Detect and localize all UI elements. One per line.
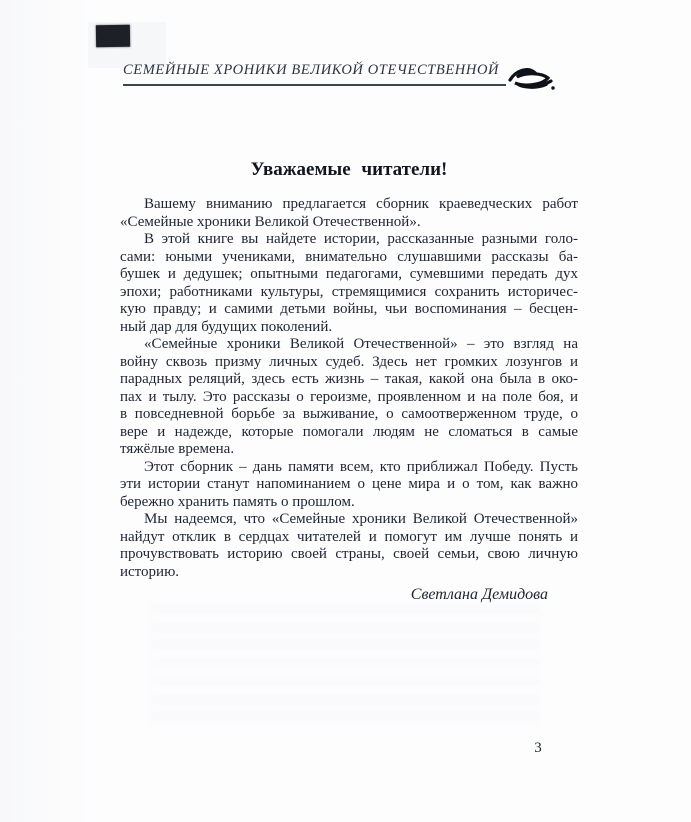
paragraph — [120, 336, 578, 459]
text-line: «Семейные хроники Великой Отечественной». — [120, 213, 421, 230]
text-line: эти истории станут напоминанием о цене мира и о том, как важно — [120, 476, 578, 492]
page-title: Уважаемые читатели! — [250, 159, 448, 180]
text-line: бушек и дедушек; опытными педагогами, сумевшими передать дух — [120, 266, 578, 282]
text-line: бережно хранить память о прошлом. — [120, 493, 355, 510]
text-line: войну сквозь призму личных судеб. Здесь нет громких лозунгов и — [120, 353, 578, 370]
text-line: вере и надежде, которые помогали людям не сломаться в самые — [120, 423, 578, 440]
paragraph — [120, 196, 578, 231]
text-line: Вашему вниманию предлагается сборник краеведческих работ — [144, 196, 578, 212]
paragraph — [120, 511, 578, 581]
text-line: Этот сборник – дань памяти всем, кто приближал Победу. Пусть — [144, 458, 578, 475]
scan-artifact-mark — [96, 25, 130, 47]
text-line: «Семейные хроники Великой Отечественной» – это взгляд на — [144, 336, 578, 352]
paragraph — [120, 459, 578, 512]
text-line: Мы надеемся, что «Семейные хроники Великой Отечественной» — [144, 511, 578, 527]
reverse-page-bleedthrough — [150, 605, 540, 725]
text-line: в повседневной борьбе за выживание, о самоотверженном труде, о — [120, 406, 578, 422]
text-line: парадных реляций, здесь есть жизнь – такая, какой она была в око- — [120, 371, 578, 387]
running-head: СЕМЕЙНЫЕ ХРОНИКИ ВЕЛИКОЙ ОТЕЧЕСТВЕННОЙ — [123, 62, 506, 86]
page-edge-shading — [0, 0, 92, 822]
text-line: сами: юными учениками, внимательно слушавшими рассказы ба- — [120, 248, 578, 265]
text-line: пах и тылу. Это рассказы о героизме, проявленном и на поле боя, и — [120, 388, 578, 405]
swirl-ornament-icon — [507, 63, 557, 97]
text-line: кую правду; и самими детьми войны, чьи воспоминания – бесцен- — [120, 301, 578, 317]
page-number: 3 — [534, 740, 542, 756]
text-line: найдут отклик в сердцах читателей и помогут им лучше понять и — [120, 528, 578, 545]
text-line: В этой книге вы найдете истории, рассказанные разными голо- — [144, 231, 578, 247]
text-line: ный дар для будущих поколений. — [120, 318, 333, 335]
text-line: прочувствовать историю своей страны, своей семьи, свою личную — [120, 546, 578, 562]
paragraph — [120, 231, 578, 336]
text-line: эпохи; работниками культуры, стремящимися сохранить историчес- — [120, 283, 578, 300]
text-line: историю. — [120, 563, 180, 580]
body-text — [120, 196, 578, 604]
author-signature: Светлана Демидова — [410, 586, 548, 603]
text-line: тяжёлые времена. — [120, 441, 235, 457]
